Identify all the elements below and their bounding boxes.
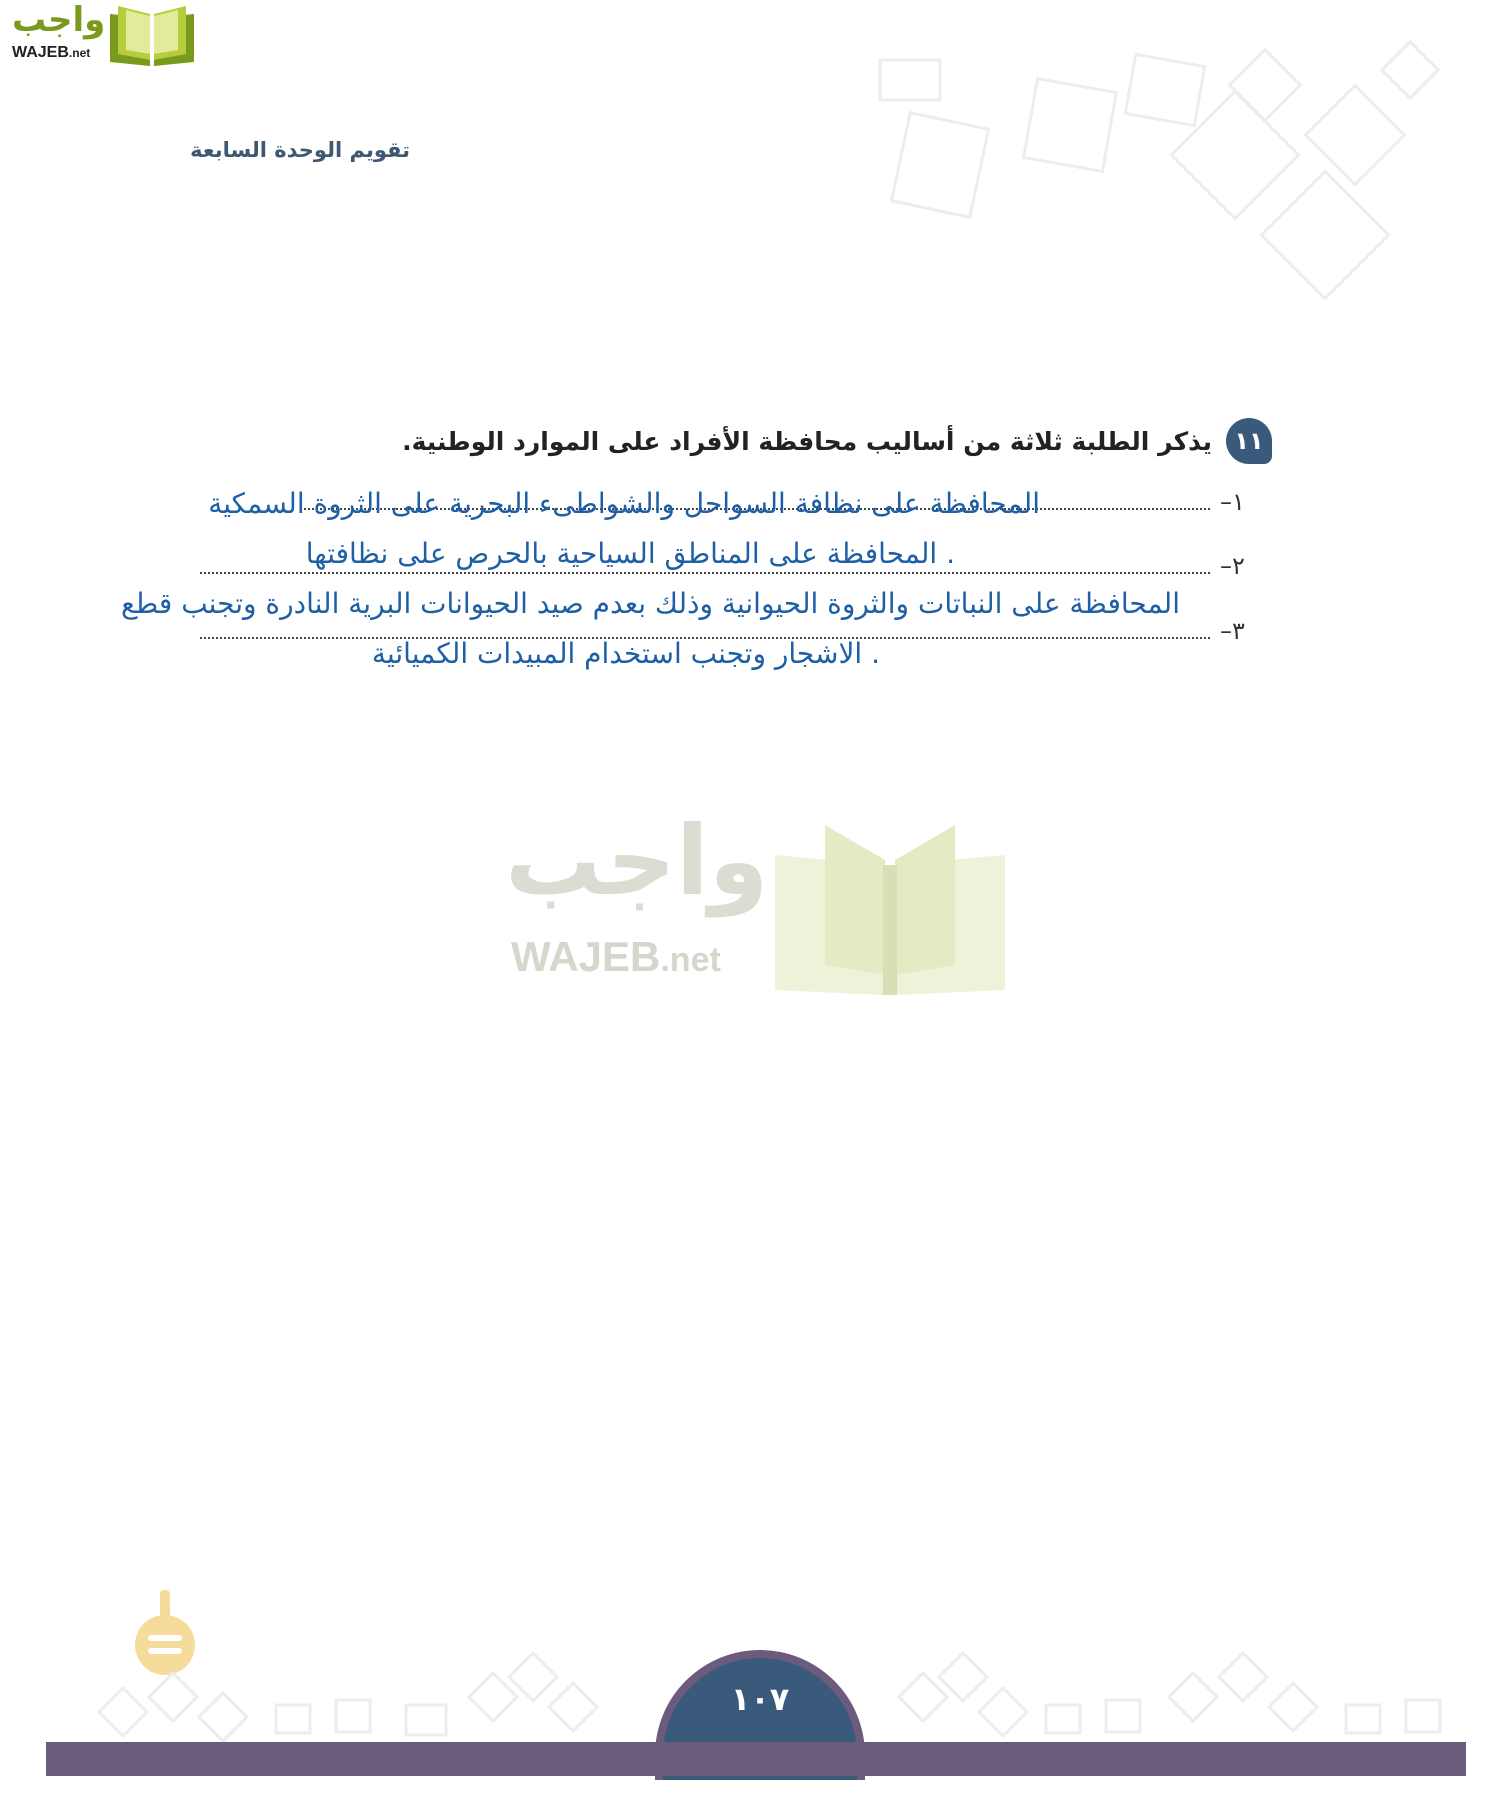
unit-title: تقويم الوحدة السابعة [190,138,410,162]
answer-1-marker: ١– [1220,488,1245,516]
answer-2-text: . المحافظة على المناطق السياحية بالحرص على نظافتها [305,537,955,570]
answer-1-text: المحافظة على نظافة السواحل والشواطىء البحرية على الثروة السمكية [208,487,1040,520]
question-number-badge: ١١ [1226,418,1272,464]
answer-3-marker: ٣– [1220,617,1245,645]
watermark-book-icon [775,825,1005,995]
question-11 [402,418,1272,464]
answer-2-marker: ٢– [1220,552,1245,580]
book-icon [106,4,198,66]
footer-bar [46,1742,1466,1776]
logo-arabic-text: واجب [12,0,106,40]
page-number: ١٠٧ [730,1680,790,1718]
question-text: يذكر الطلبة ثلاثة من أساليب محافظة الأفراد على الموارد الوطنية. [402,426,1212,456]
logo-english-text: WAJEB.net [12,44,91,61]
wajeb-watermark [505,805,1005,995]
decorative-pattern [860,40,1460,300]
answer-3-text-line1: المحافظة على النباتات والثروة الحيوانية وذلك بعدم صيد الحيوانات البرية النادرة وتجنب قطع [121,587,1180,620]
answer-3-text-line2: . الاشجار وتجنب استخدام المبيدات الكميائية [371,637,880,670]
answer-2-dotted-line [200,572,1210,574]
watermark-english-text: WAJEB.net [511,933,721,980]
watermark-arabic-text: واجب [505,805,769,917]
wajeb-logo[interactable] [10,0,195,70]
